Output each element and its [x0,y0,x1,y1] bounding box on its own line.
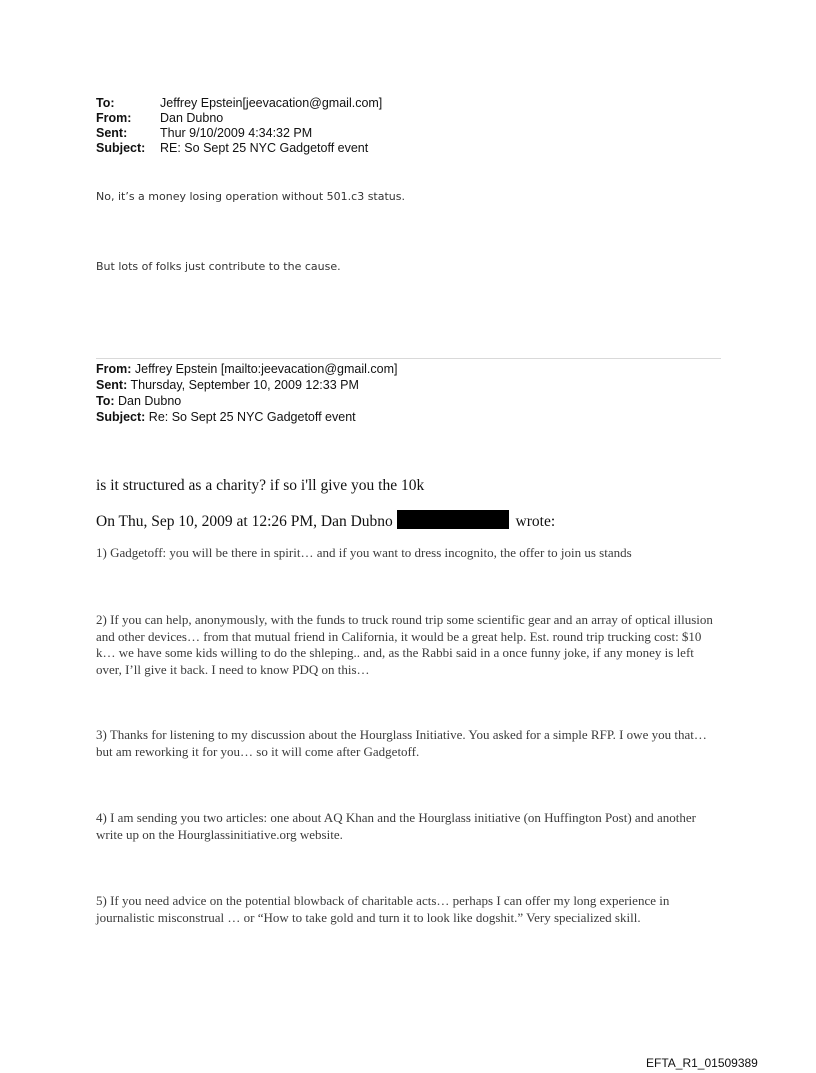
list-item-1: 1) Gadgetoff: you will be there in spirit… and if you want to dress incognito, the offer to join us stands [96,545,632,560]
document-id: EFTA_R1_01509389 [646,1056,758,1070]
message-divider [96,358,721,359]
redaction-bar [397,510,509,529]
forwarded-subject [96,409,356,425]
forwarded-sent [96,377,359,393]
to-label: To: [96,96,115,110]
subject-value: RE: So Sept 25 NYC Gadgetoff event [160,141,369,155]
sent-value: Thur 9/10/2009 4:34:32 PM [160,126,313,140]
from-label: From: [96,111,132,125]
reply-line-1: No, it’s a money losing operation without 501.c3 status. [96,190,405,203]
email-header [96,96,496,158]
list-item-5: 5) If you need advice on the potential blowback of charitable acts… perhaps I can offer my long experience in journalistic misconstrual … or “How to take gold and turn it to look like dogshit.” Very specialized skill. [96,893,670,925]
forwarded-sent-value: Thursday, September 10, 2009 12:33 PM [130,378,359,392]
subject-label: Subject: [96,141,146,155]
quote-prefix: On Thu, Sep 10, 2009 at 12:26 PM, Dan Dubno [96,513,393,530]
forwarded-subject-label: Subject: [96,410,146,424]
forwarded-to [96,393,181,409]
sent-label: Sent: [96,126,128,140]
reply-line-2: But lots of folks just contribute to the cause. [96,260,341,273]
forwarded-to-value: Dan Dubno [118,394,182,408]
forwarded-sent-label: Sent: [96,378,128,392]
forwarded-from [96,361,397,377]
quote-suffix: wrote: [515,513,556,530]
quote-attribution [96,510,555,531]
forwarded-subject-value: Re: So Sept 25 NYC Gadgetoff event [148,410,356,424]
list-item-4: 4) I am sending you two articles: one about AQ Khan and the Hourglass initiative (on Huffington Post) and another write up on the Hourglassinitiative.org website. [96,810,696,842]
list-item-2: 2) If you can help, anonymously, with the funds to truck round trip some scientific gear and an array of optical illusion and other devices… from that mutual friend in California, it would be a great help. Est. round trip trucking cost: $10 k… we have some kids willing to do the shleping.. and, as the Rabbi said in a once funny joke, if any money is left over, I’ll give it back. I need to know PDQ on this… [96,612,713,677]
forwarded-to-label: To: [96,394,115,408]
forwarded-from-value: Jeffrey Epstein [mailto:jeevacation@gmail.com] [134,362,398,376]
message-question: is it structured as a charity? if so i'll give you the 10k [96,477,425,494]
from-value: Dan Dubno [160,111,224,125]
forwarded-from-label: From: [96,362,132,376]
list-item-3: 3) Thanks for listening to my discussion about the Hourglass Initiative. You asked for a simple RFP. I owe you that… but am reworking it for you… so it will come after Gadgetoff. [96,727,707,759]
to-value: Jeffrey Epstein[jeevacation@gmail.com] [160,96,383,110]
